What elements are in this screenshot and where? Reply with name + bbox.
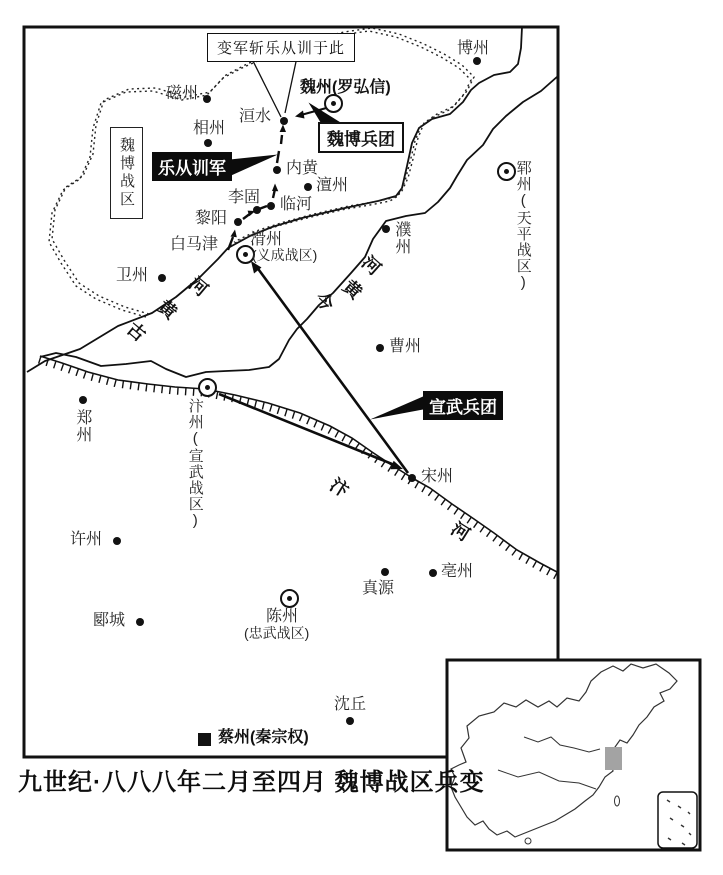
xuanwu-corps-label [423, 391, 503, 420]
city-xiangzhou-marker [204, 139, 212, 147]
city-weizhou-2-label: 卫州 [116, 267, 149, 284]
le-congxun-army-text: 乐从训军 [158, 159, 226, 178]
city-linhe-label: 临河 [280, 196, 313, 213]
city-zhenyuan-label: 真源 [362, 580, 395, 597]
city-xuzhou-label: 许州 [70, 531, 103, 548]
city-songzhou-marker [408, 474, 416, 482]
bian-river-char-2: 河 [447, 518, 474, 546]
le-congxun-army-label [152, 152, 232, 181]
weibo-corps-label [318, 122, 404, 153]
city-zhengzhou-label: 郑州 [73, 409, 91, 443]
old-yellow-river-path [27, 27, 522, 372]
city-bozhou-2-label: 亳州 [441, 563, 474, 580]
city-zhengzhou-marker [79, 396, 87, 404]
city-weizhou-2-marker [158, 274, 166, 282]
city-linhe-marker [267, 202, 275, 210]
weibo-zone-text: 魏博战区 [118, 137, 135, 209]
city-caizhou-label [218, 729, 309, 747]
city-songzhou-label: 宋州 [421, 468, 454, 485]
inset-south-sea-box [658, 792, 697, 848]
city-neihuang-marker [273, 166, 281, 174]
city-weizhou-label [300, 79, 391, 97]
figure-title: 九世纪·八八八年二月至四月 魏博战区兵变 [18, 769, 485, 796]
new-yellow-river-char-1: 今 [310, 288, 338, 316]
weibo-zone-label [110, 127, 143, 219]
city-bianzhou-marker [198, 378, 217, 397]
city-shenqiu-label: 沈丘 [334, 696, 367, 713]
city-chanzhou-label: 澶州 [316, 177, 349, 194]
old-yellow-river-char-3: 河 [185, 273, 212, 301]
city-caizhou-note: (秦宗权) [250, 729, 309, 746]
weibo-corps-arrowhead [295, 111, 305, 119]
city-bozhou-2-marker [429, 569, 437, 577]
le-congxun-label-pointer [230, 155, 278, 177]
city-bianzhou-note: (宣武战区) [186, 430, 204, 530]
city-cizhou-label: 磁州 [166, 85, 199, 102]
city-neihuang-label: 内黄 [286, 160, 319, 177]
new-yellow-river-path [40, 76, 558, 377]
city-yancheng-label: 郾城 [93, 612, 126, 629]
city-huanshui-label: 洹水 [239, 108, 272, 125]
weibo-corps-text: 魏博兵团 [327, 130, 395, 149]
city-puzhou-marker [382, 225, 390, 233]
callout-leader-line-2 [285, 57, 297, 113]
city-caozhou-marker [376, 344, 384, 352]
city-puzhou-label: 濮州 [392, 221, 410, 255]
city-chenzhou-marker [280, 589, 299, 608]
city-ligu-label: 李固 [228, 189, 261, 206]
city-weizhou-name: 魏州 [300, 79, 333, 96]
old-yellow-river-char-1: 古 [123, 318, 150, 346]
old-yellow-river-char-2: 黄 [154, 296, 181, 324]
city-zhenyuan-marker [381, 568, 389, 576]
city-caozhou-label: 曹州 [389, 338, 422, 355]
new-yellow-river-char-3: 河 [357, 252, 385, 280]
city-liyang-label: 黎阳 [195, 210, 228, 227]
city-chenzhou-label: 陈州 [266, 608, 299, 625]
city-bozhou-marker [473, 57, 481, 65]
city-huazhou-label: 滑州 [250, 231, 283, 248]
city-chanzhou-marker [304, 183, 312, 191]
city-huanshui-marker [280, 117, 288, 125]
city-yunzhou-note: (天平战区) [514, 192, 532, 292]
city-chenzhou-note: (忠武战区) [244, 625, 310, 641]
city-shenqiu-marker [346, 717, 354, 725]
city-bianzhou-label [186, 398, 203, 530]
china-inset-map [447, 660, 700, 850]
bianzhou-songzhou-arrow-line [219, 394, 397, 466]
city-xiangzhou-label: 相州 [193, 120, 226, 137]
bian-river-char-1: 汴 [326, 474, 353, 502]
city-ligu-marker [253, 206, 261, 214]
city-liyang-marker [234, 218, 242, 226]
city-huazhou-note: (义成战区) [252, 247, 318, 263]
city-yunzhou-label [514, 160, 531, 292]
city-weizhou-note: (罗弘信) [332, 79, 391, 96]
city-caizhou-name: 蔡州 [218, 729, 251, 746]
callout-box [207, 33, 355, 62]
city-xuzhou-marker [113, 537, 121, 545]
city-baimajin-label: 白马津 [170, 236, 219, 253]
xuanwu-corps-text: 宣武兵团 [429, 398, 497, 417]
city-bianzhou-name: 汴州 [186, 398, 204, 430]
city-cizhou-marker [203, 95, 211, 103]
city-yancheng-marker [136, 618, 144, 626]
city-caizhou-marker [198, 733, 211, 746]
new-yellow-river-char-2: 黄 [338, 276, 366, 304]
callout-text: 变军斩乐从训于此 [217, 40, 346, 57]
inset-highlight-region [605, 747, 622, 770]
city-yunzhou-name: 郓州 [514, 160, 532, 192]
city-bozhou-label: 博州 [457, 40, 490, 57]
xuanwu-corps-label-pointer [370, 397, 423, 420]
